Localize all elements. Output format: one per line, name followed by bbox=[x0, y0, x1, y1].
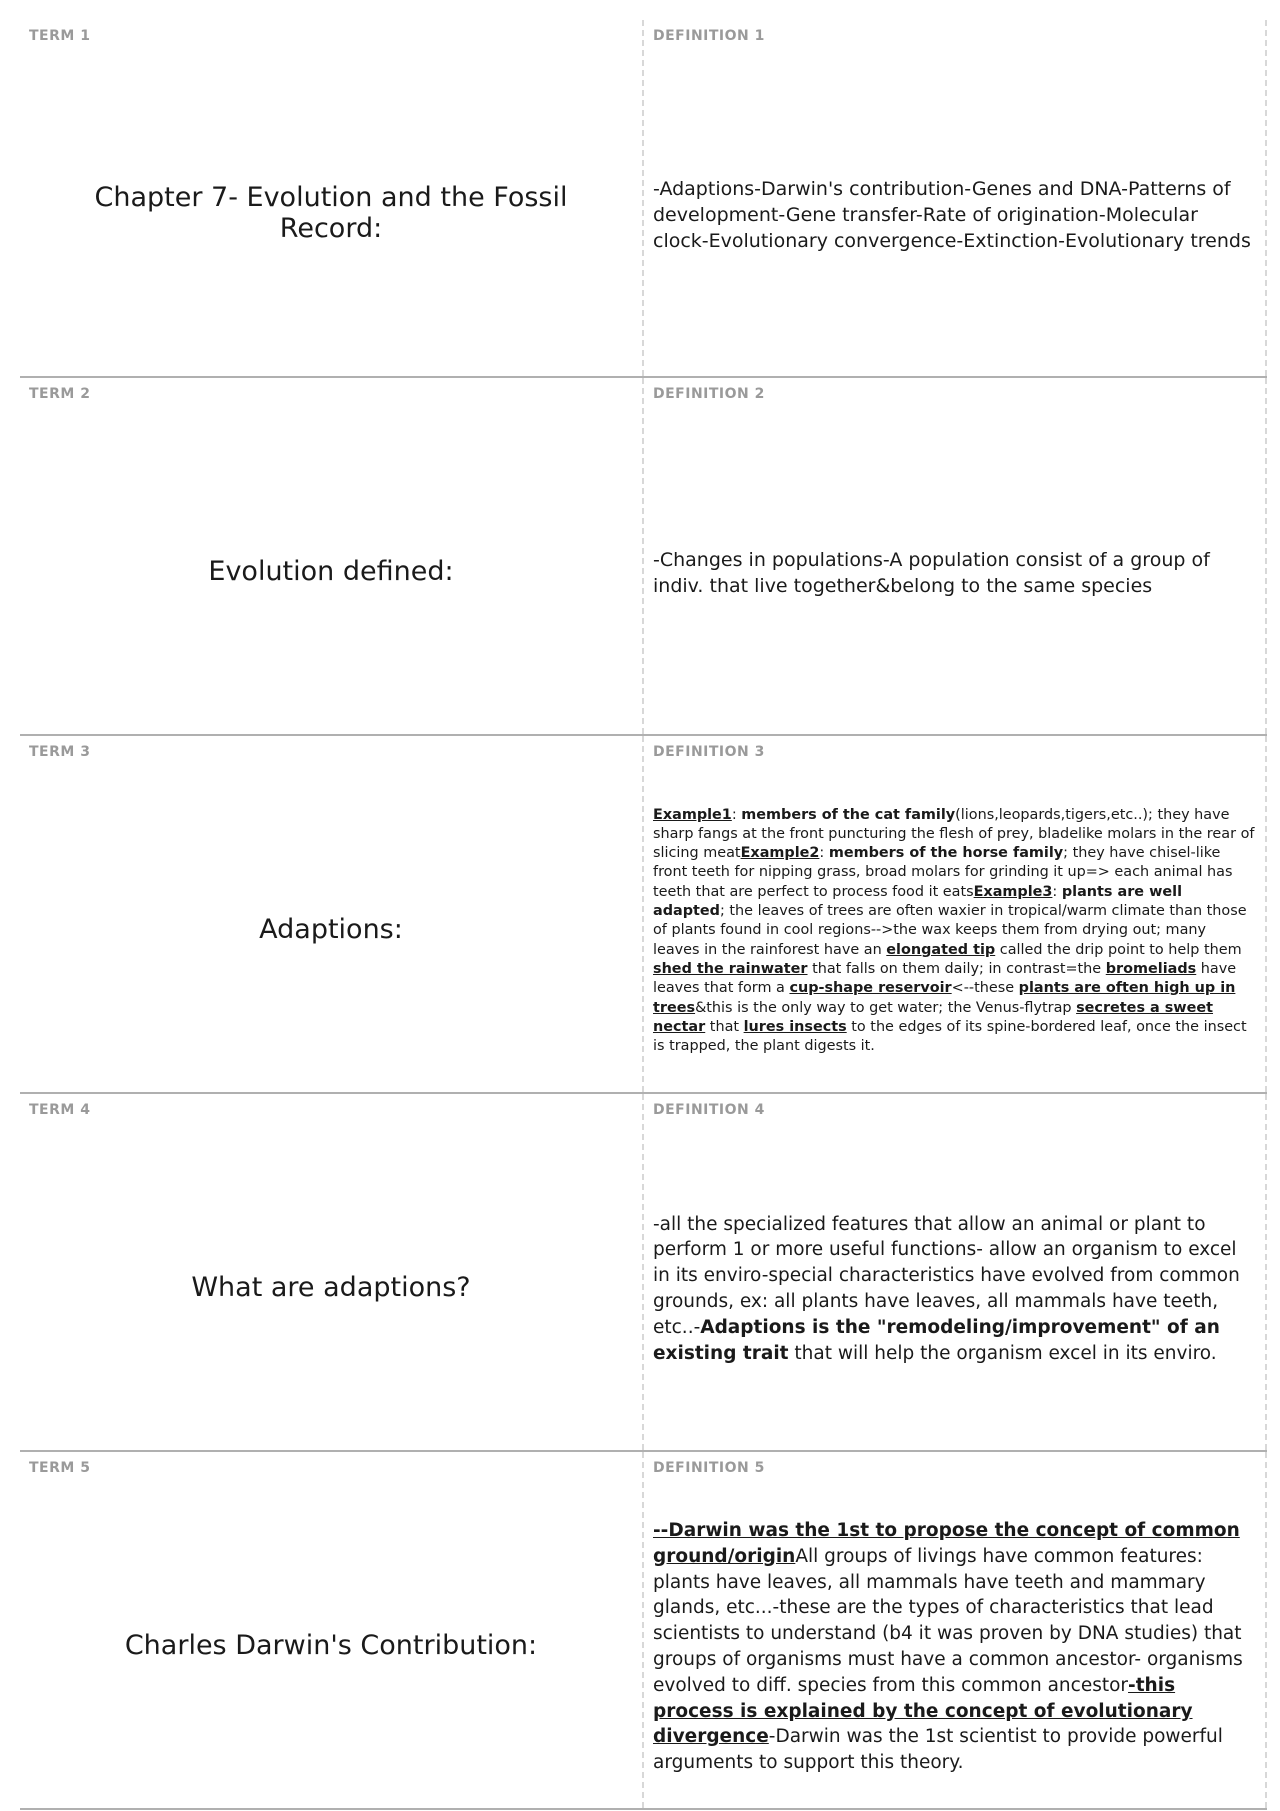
flashcard-3 bbox=[20, 736, 1267, 1094]
definition-cell bbox=[644, 1452, 1267, 1808]
term-cell bbox=[20, 1094, 644, 1450]
term-label: TERM 2 bbox=[29, 386, 91, 402]
term-cell bbox=[20, 378, 644, 734]
term-cell bbox=[20, 1452, 644, 1808]
definition-text: -all the specialized features that allow an animal or plant to perform 1 or more useful functions- allow an organism to excel in its enviro-special characteristics have evolved from common grounds, ex: all plants have leaves, all mammals have teeth, etc..-Adaptions is the "remodeling/improvement" of an existing trait that will help the organism excel in its enviro. bbox=[653, 1213, 1240, 1364]
definition-label: DEFINITION 4 bbox=[653, 1102, 765, 1118]
term-cell bbox=[20, 20, 644, 376]
example-1-heading: Example1 bbox=[653, 806, 732, 823]
term-text: What are adaptions? bbox=[191, 1271, 471, 1303]
definition-label: DEFINITION 5 bbox=[653, 1460, 765, 1476]
definition-text: Example1: members of the cat family(lions,leopards,tigers,etc..); they have sharp fangs at the front puncturing the flesh of prey, bladelike molars in the rear of slicing meatExample2: members of the horse family; they have chisel-like front teeth for nipping grass, broad molars for grinding it up=> each animal has teeth that are perfect to process food it eatsExample3: plants are well adapted; the leaves of trees are often waxier in tropical/warm climate than those of plants found in cool regions-->the wax keeps them from drying out; many leaves in the rainforest have an elongated tip called the drip point to help them shed the rainwater that falls on them daily; in contrast=the bromeliads have leaves that form a cup-shape reservoir<--these plants are often high up in trees&this is the only way to get water; the Venus-flytrap secretes a sweet nectar that lures insects to the edges of its spine-bordered leaf, once the insect is trapped, the plant digests it. bbox=[653, 806, 1255, 1055]
flashcard-2 bbox=[20, 378, 1267, 736]
term-label: TERM 4 bbox=[29, 1102, 91, 1118]
term-text: Chapter 7- Evolution and the Fossil Record: bbox=[94, 182, 568, 244]
term-label: TERM 5 bbox=[29, 1460, 91, 1476]
definition-label: DEFINITION 3 bbox=[653, 744, 765, 760]
definition-label: DEFINITION 1 bbox=[653, 28, 765, 44]
definition-label: DEFINITION 2 bbox=[653, 386, 765, 402]
term-text: Evolution defined: bbox=[208, 555, 454, 587]
term-cell bbox=[20, 736, 644, 1092]
example-3-heading: Example3 bbox=[973, 883, 1053, 900]
term-text: Charles Darwin's Contribution: bbox=[124, 1629, 538, 1661]
example-2-heading: Example2 bbox=[740, 845, 820, 862]
definition-text: -Adaptions-Darwin's contribution-Genes and DNA-Patterns of development-Gene transfer-Rate of origination-Molecular clock-Evolutionary convergence-Extinction-Evolutionary trends bbox=[653, 178, 1251, 252]
term-label: TERM 3 bbox=[29, 744, 91, 760]
definition-cell bbox=[644, 20, 1267, 376]
flashcard-5 bbox=[20, 1452, 1267, 1810]
definition-text: --Darwin was the 1st to propose the concept of common ground/originAll groups of livings have common features: plants have leaves, all mammals have teeth and mammary glands, etc...-these are the types of characteristics that lead scientists to understand (b4 it was proven by DNA studies) that groups of organisms must have a common ancestor- organisms evolved to diff. species from this common ancestor-this process is explained by the concept of evolutionary divergence-Darwin was the 1st scientist to provide powerful arguments to support this theory. bbox=[653, 1520, 1243, 1774]
term-label: TERM 1 bbox=[29, 28, 91, 44]
definition-cell bbox=[644, 378, 1267, 734]
definition-cell bbox=[644, 1094, 1267, 1450]
flashcard-sheet bbox=[20, 20, 1267, 1810]
flashcard-4 bbox=[20, 1094, 1267, 1452]
flashcard-1 bbox=[20, 20, 1267, 378]
definition-text: -Changes in populations-A population consist of a group of indiv. that live together&belong to the same species bbox=[653, 549, 1210, 597]
term-text: Adaptions: bbox=[259, 913, 403, 945]
definition-cell bbox=[644, 736, 1267, 1092]
